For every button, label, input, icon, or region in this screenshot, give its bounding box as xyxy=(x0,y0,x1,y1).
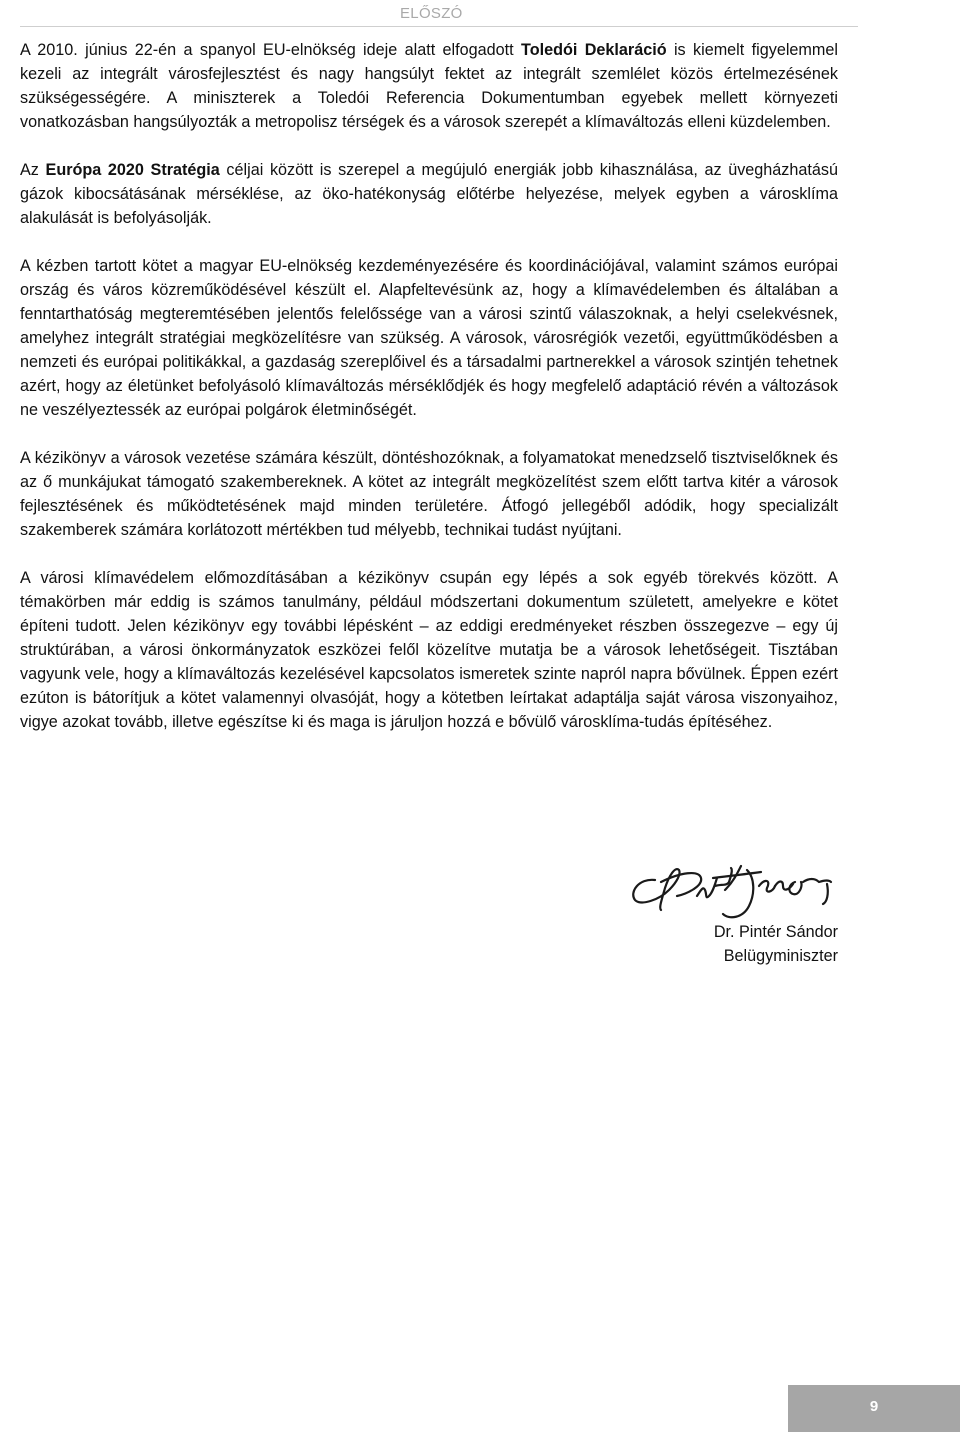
paragraph-1-text-b: is kiemelt figyelemmel kezeli az integrált városfejlesztést és nagy hangsúlyt fektet az integrált szemlélet közös értelmezésének szükségességére. A miniszterek a Toledói Referencia Dokumentumban egyebek mellett környezeti vonatkozásban hangsúlyozták a metropolisz térségek és a városok szerepét a klímaváltozás elleni küzdelemben. xyxy=(20,41,838,131)
signature-stroke-5 xyxy=(725,866,741,890)
signatory-name: Dr. Pintér Sándor xyxy=(713,923,838,941)
signature-stroke-10 xyxy=(789,882,801,894)
body-text xyxy=(20,38,838,734)
signature-stroke-8 xyxy=(759,881,775,892)
paragraph-2-bold: Európa 2020 Stratégia xyxy=(45,161,220,179)
paragraph-2-text-a: Az xyxy=(20,161,46,179)
paragraph-1-bold: Toledói Deklaráció xyxy=(521,41,667,59)
signature-block xyxy=(714,920,838,968)
signature-stroke-1 xyxy=(633,869,679,910)
paragraph-2 xyxy=(20,158,838,230)
signature-stroke-12 xyxy=(823,884,828,904)
page-number-box xyxy=(788,1385,960,1432)
page-number: 9 xyxy=(869,1398,879,1415)
page-header xyxy=(20,0,858,27)
signature-stroke-11 xyxy=(803,879,831,882)
paragraph-2-text-b: céljai között is szerepel a megújuló energiák jobb kihasználása, az üvegházhatású gázok kibocsátásának mérséklése, az öko-hatékonyság előtérbe helyezése, melyek egyben a városklíma alakulását is befolyásolják. xyxy=(20,161,838,227)
paragraph-5: A városi klímavédelem előmozdításában a kézikönyv csupán egy lépés a sok egyéb törekvés között. A témakörben már eddig is számos tanulmány, például módszertani dokumentum született, amelyekre e kötet építeni tudott. Jelen kézikönyv egy további lépésként – az eddigi eredményeket részben összegezve – egy új struktúrában, a városi önkormányzatok eszközei felől közelítve mutatja be a városok lehetőségeit. Tisztában vagyunk vele, hogy a klímaváltozás kezelésével kapcsolatos ismeretek szinte napról napra bővülnek. Éppen ezért ezúton is bátorítjuk a kötet valamennyi olvasóját, hogy a kötetben leírtakat adaptálja saját városa viszonyaihoz, vigye azokat tovább, illetve egészítse ki és maga is járuljon hozzá e bővülő városklíma-tudás építéséhez. xyxy=(20,569,838,731)
paragraph-1-text-a: A 2010. június 22-én a spanyol EU-elnökség ideje alatt elfogadott xyxy=(20,41,522,59)
paragraph-3: A kézben tartott kötet a magyar EU-elnökség kezdeményezésére és koordinációjával, valamint számos európai ország és város közreműködésével készült el. Alapfeltevésünk az, hogy a klímavédelemben és általában a fenntarthatóság megteremtésében jelentős felelőssége van a városi szintű válaszoknak, a helyi cselekvésnek, amelyhez integrált stratégiai megközelítésre van szükség. A városok, városrégiók vezetői, együttműködésben a nemzeti és európai politikákkal, a gazdaság szereplőivel és a társadalmi partnerekkel a városok szintjén tehetnek azért, hogy az életünket befolyásoló klímaváltozás mérséklődjék és hogy megfelelő adaptáció révén a változások ne veszélyeztessék az európai polgárok életminőségét. xyxy=(20,257,838,419)
paragraph-1 xyxy=(20,38,838,134)
handwritten-signature xyxy=(625,856,840,924)
paragraph-4: A kézikönyv a városok vezetése számára készült, döntéshozóknak, a folyamatokat menedzselő tisztviselőknek és az ő munkájukat támogató szakembereknek. A kötet az integrált megközelítést szem előtt tartva kitér a városok fejlesztésének és működtetésének majd minden területére. Átfogó jellegéből adódik, hogy specializált szakemberek számára korlátozott mértékben tud mélyebb, technikai tudást nyújtani. xyxy=(20,449,838,539)
signatory-title: Belügyminiszter xyxy=(723,947,838,965)
chapter-title: ELŐSZÓ xyxy=(400,5,463,22)
